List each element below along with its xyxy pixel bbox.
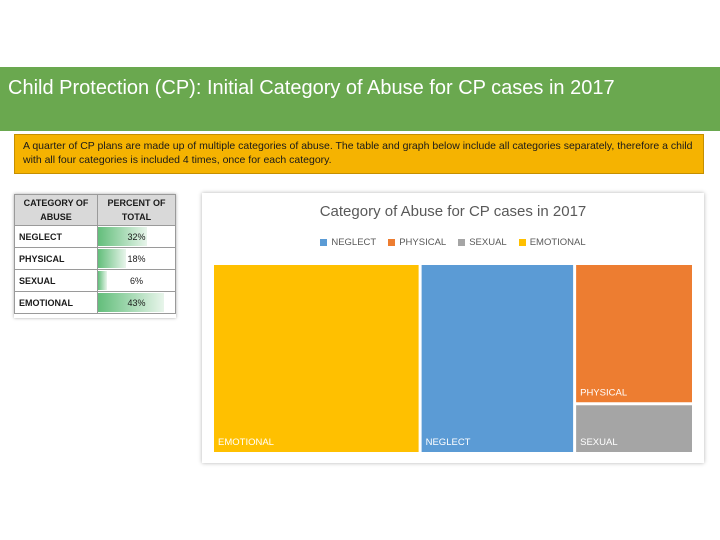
treemap-tile-emotional (214, 265, 419, 452)
header-bar (0, 67, 720, 131)
table-row (15, 292, 176, 314)
table-header-row (15, 195, 176, 226)
percent-cell (98, 292, 176, 314)
category-cell: SEXUAL (15, 270, 98, 292)
category-table-container (14, 194, 176, 318)
table-row (15, 248, 176, 270)
header-percent: PERCENT OF TOTAL (98, 195, 176, 226)
header-category: CATEGORY OF ABUSE (15, 195, 98, 226)
legend-label: NEGLECT (331, 237, 377, 248)
treemap-label-sexual: SEXUAL (580, 437, 618, 448)
percent-value: 6% (129, 275, 143, 286)
category-cell: PHYSICAL (15, 248, 98, 270)
category-cell: EMOTIONAL (15, 292, 98, 314)
percent-value: 43% (127, 297, 146, 308)
percent-cell (98, 270, 176, 292)
category-cell: NEGLECT (15, 226, 98, 248)
treemap-label-physical: PHYSICAL (580, 387, 628, 399)
treemap-tile-neglect (422, 265, 574, 452)
treemap-label-neglect: NEGLECT (425, 437, 471, 448)
percent-value: 18% (127, 253, 146, 264)
percent-value: 32% (127, 231, 146, 242)
legend-label: PHYSICAL (399, 237, 447, 248)
treemap-label-emotional: EMOTIONAL (218, 437, 274, 448)
chart-title: Category of Abuse for CP cases in 2017 (319, 203, 587, 220)
table-row (15, 270, 176, 292)
treemap-tile-physical (576, 265, 692, 402)
note-box (14, 134, 704, 174)
legend-label: SEXUAL (469, 237, 507, 248)
category-table (14, 194, 176, 314)
table-row (15, 226, 176, 248)
page-title: Child Protection (CP): Initial Category of Abuse for CP cases in 2017 (8, 77, 615, 99)
percent-cell (98, 248, 176, 270)
note-text: A quarter of CP plans are made up of multiple categories of abuse. The table and graph below include all categories separately, therefore a child with all four categories is included 4 times, once for each category. (23, 140, 693, 166)
treemap-chart (202, 193, 704, 463)
legend-label: EMOTIONAL (529, 237, 586, 248)
chart-frame (202, 193, 704, 463)
percent-cell (98, 226, 176, 248)
